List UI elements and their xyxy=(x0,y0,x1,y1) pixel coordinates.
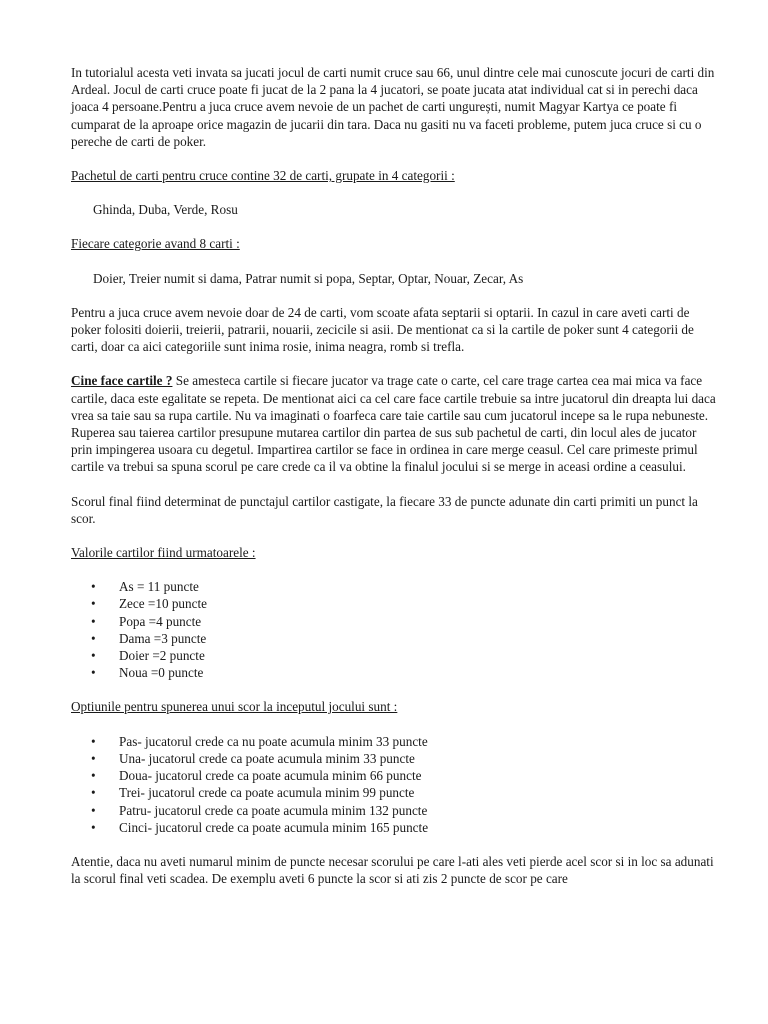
list-item: • Patru- jucatorul crede ca poate acumula minim 132 puncte xyxy=(71,802,716,819)
dealer-label: Cine face cartile ? xyxy=(71,373,173,389)
list-item: • Una- jucatorul crede ca poate acumula minim 33 puncte xyxy=(71,750,716,767)
values-heading: Valorile cartilor fiind urmatoarele : xyxy=(71,545,256,561)
category-heading: Fiecare categorie avand 8 carti : xyxy=(71,236,240,252)
list-item: • Doua- jucatorul crede ca poate acumula minim 66 puncte xyxy=(71,767,716,784)
warning-paragraph: Atentie, daca nu aveti numarul minim de puncte necesar scorului pe care l-ati ales veti pierde acel scor si in loc sa adunati la scorul final veti scadea. De exemplu aveti 6 puncte la scor si ati zis 2 puncte de scor pe care xyxy=(71,853,714,887)
list-item: • Pas- jucatorul crede ca nu poate acumula minim 33 puncte xyxy=(71,733,716,750)
removal-paragraph: Pentru a juca cruce avem nevoie doar de 24 de carti, vom scoate afata septarii si optarii. In cazul in care aveti carti de poker folositi doierii, treierii, patrarii, nouarii, zecicile si asii. De mentionat ca si la cartile de poker sunt 4 categorii de carti, doar ca aici categoriile sunt inima rosie, inima neagra, romb si trefla. xyxy=(71,304,694,355)
dealer-text: Se amesteca cartile si fiecare jucator va trage cate o carte, cel care trage cartea cea mai mica va face cartile, daca este egalitate se repeta. De mentionat aici ca cel care face cartile trebuie sa intre jucatorul din dreapta lui daca vrea sa taie sau sa rupa cartile. Nu va imaginati o foarfeca care taie cartile sau cum jucatorul incepe sa le rupa nebuneste. Ruperea sau taierea cartilor presupune mutarea cartilor din partea de sus sub pachetul de carti, din locul ales de jucator prin impingerea usoara cu degetul. Impartirea cartilor se face in ordinea in care merge ceasul. Cel care primeste primul cartile va trebui sa spuna scorul pe care crede ca il va obtine la finalul jocului si se merge in aceasi ordine a ceasului. xyxy=(71,373,716,475)
intro-paragraph: In tutorialul acesta veti invata sa jucati jocul de carti numit cruce sau 66, unul dintre cele mai cunoscute jocuri de carti din Ardeal. Jocul de carti cruce poate fi jucat de la 2 pana la 4 jucatori, se poate jucata atat individual cat si in perechi daca joaca 4 persoane.Pentru a juca cruce avem nevoie de un pachet de carti ungurești, numit Magyar Kartya ce poate fi cumparat de la aproape orice magazin de jucarii din tara. Daca nu gasiti nu va faceti probleme, putem juca cruce si cu o pereche de carti de poker. xyxy=(71,65,715,149)
list-item: • As = 11 puncte xyxy=(71,578,716,595)
values-list xyxy=(71,578,716,681)
cards-line: Doier, Treier numit si dama, Patrar numit si popa, Septar, Optar, Nouar, Zecar, As xyxy=(93,270,524,286)
list-item: • Noua =0 puncte xyxy=(71,664,716,681)
list-item: • Popa =4 puncte xyxy=(71,613,716,630)
list-item: • Trei- jucatorul crede ca poate acumula minim 99 puncte xyxy=(71,784,716,801)
categories-line: Ghinda, Duba, Verde, Rosu xyxy=(93,202,238,218)
options-list xyxy=(71,733,716,836)
dealer-paragraph xyxy=(71,372,716,475)
score-paragraph: Scorul final fiind determinat de punctajul cartilor castigate, la fiecare 33 de puncte adunate din carti primiti un punct la scor. xyxy=(71,493,698,526)
list-item: • Dama =3 puncte xyxy=(71,630,716,647)
list-item: • Zece =10 puncte xyxy=(71,595,716,612)
pack-heading: Pachetul de carti pentru cruce contine 32 de carti, grupate in 4 categorii : xyxy=(71,168,455,184)
options-heading: Optiunile pentru spunerea unui scor la inceputul jocului sunt : xyxy=(71,699,398,715)
list-item: • Cinci- jucatorul crede ca poate acumula minim 165 puncte xyxy=(71,819,716,836)
list-item: • Doier =2 puncte xyxy=(71,647,716,664)
